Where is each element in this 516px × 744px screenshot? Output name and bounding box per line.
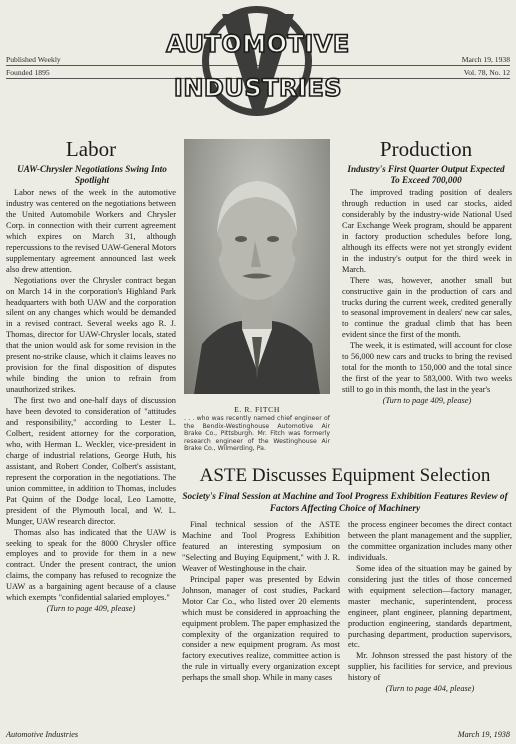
aste-paragraph: Some idea of the situation may be gained by considering just the titles of those concerned with equipment selection—factory manager, master mechanic, superintendent, process engineer, plant engineer, planning department, production engineering, standards department, purchasing department, production supervisors, etc. [348, 563, 512, 650]
magazine-logo [140, 4, 376, 124]
production-paragraph: The week, it is estimated, will account for close to 56,000 new cars and trucks to bring the revised total for the month to 150,000 and the total since the first of the year to 583,000. With two weeks still to go in this month, the last in the year's [342, 341, 512, 395]
labor-subhead: UAW-Chrysler Negotiations Swing Into Spotlight [17, 164, 167, 185]
aste-paragraph: the process engineer becomes the direct contact between the plant management and the supplier, the committee organization includes many other individuals. [348, 520, 512, 562]
photo-caption-name: E. R. FITCH [234, 405, 280, 414]
issue-date: March 19, 1938 [461, 55, 510, 64]
labor-title: Labor [65, 137, 117, 161]
production-paragraph: The improved trading position of dealers through reduction in used car stocks, aided considerably by the industry-wide National Used Car Exchange Week program, should be apparent in factory production schedules before long, although its effects were not yet strongly evident in the industry's output for the third week in March. [342, 188, 512, 274]
volume-number: Vol. 78, No. 12 [463, 68, 510, 77]
production-subhead: Industry's First Quarter Output Expected To Exceed 700,000 [347, 164, 505, 185]
founded-year: Founded 1895 [6, 68, 50, 77]
publication-frequency: Published Weekly [6, 55, 61, 64]
production-continued-note: (Turn to page 409, please) [382, 396, 472, 406]
labor-continued-note: (Turn to page 409, please) [46, 604, 136, 614]
footer-publication: Automotive Industries [6, 730, 79, 739]
aste-paragraph: Mr. Johnson stressed the past history of the supplier, his facilities for service, and previous history of [348, 651, 512, 683]
labor-paragraph: Thomas also has indicated that the UAW is seeking to speak for the 8000 Chrysler office employes and to provide for them in a new contract. Under the present contract, the union claims, the company has refused to recognize the UAW as a bargaining agent because of a clause which exempts "confidential salaried employes." [6, 527, 176, 603]
labor-paragraph: Labor news of the week in the automotive industry was centered on the negotiations between the United Automobile Workers and Chrysler Corp. in connection with their current agreement which expires on March 31, although repercussions to the revised UAW-General Motors supplementary agreement announced last week also drew attention. [6, 188, 176, 274]
logo-word-automotive: AUTOMOTIVE [166, 30, 350, 58]
portrait-illustration [184, 139, 330, 394]
aste-subhead: Society's Final Session at Machine and Tool Progress Exhibition Features Review of Factors Affecting Choice of Machinery [182, 492, 508, 514]
logo-word-industries: INDUSTRIES [173, 74, 343, 102]
labor-paragraph: Negotiations over the Chrysler contract began on March 14 in the corporation's Highland Park headquarters with both UAW and the corporation silent on any changes which would be demanded in a revised contract. Several weeks ago R. J. Thomas, director for UAW-Chrysler locals, stated that the union would ask for some revision in the present no-strike clause, which it claims leaves no provision for the final disposition of disputes while binding the union to refrain from unauthorized strikes. [6, 275, 176, 395]
production-title: Production [379, 137, 473, 161]
aste-column-2 [348, 520, 512, 695]
aste-paragraph: Final technical session of the ASTE Machine and Tool Progress Exhibition featured an interesting symposium on "Selecting and Buying Equipment," with J. R. Weaver of Westinghouse in the chair. [182, 520, 340, 573]
production-column [342, 188, 512, 407]
aste-continued-note: (Turn to page 404, please) [385, 684, 475, 694]
aste-title: ASTE Discusses Equipment Selection [199, 465, 491, 486]
aste-column-1 [182, 520, 340, 684]
labor-column [6, 188, 176, 615]
portrait-photo [184, 139, 330, 394]
photo-caption: . . . who was recently named chief engineer of the Bendix-Westinghouse Automotive Air Brake Co., Pittsburgh. Mr. Fitch was formerly research engineer of the Westinghouse Air Brake Co., Wilmerding, Pa. [184, 415, 330, 453]
production-paragraph: There was, however, another small but constructive gain in the production of cars and trucks during the current week, credited generally to seasonal improvement in dealers' new car sales, to continue the gradual climb that has been evident since the first of the month. [342, 275, 512, 340]
aste-paragraph: Principal paper was presented by Edwin Johnson, manager of cost studies, Packard Motor Car Co., who listed over 20 elements which must be considered in approaching the equipment problem. The paper emphasized the complexity of the organization required to consider a new equipment program. As most factory executives realize, committee action is the rule in virtually every organization except perhaps the small shop. While in many cases [182, 574, 340, 683]
labor-paragraph: The first two and one-half days of discussion have been devoted to consideration of "attitudes and responsibility," according to Lester L. Colbert, resident attorney for the corporation, who, with Herman L. Weckler, vice-president in charge of industrial relations, George Huth, his assistant, and Robert Conder, Colbert's assistant, represent the corporation in the negotiations. The union committee, in addition to Thomas, includes Pat Quinn of the Dodge local, Leo Lamotte, president of the Plymouth local, and W. L. Munger, UAW research director. [6, 396, 176, 526]
footer-date: March 19, 1938 [457, 730, 510, 739]
